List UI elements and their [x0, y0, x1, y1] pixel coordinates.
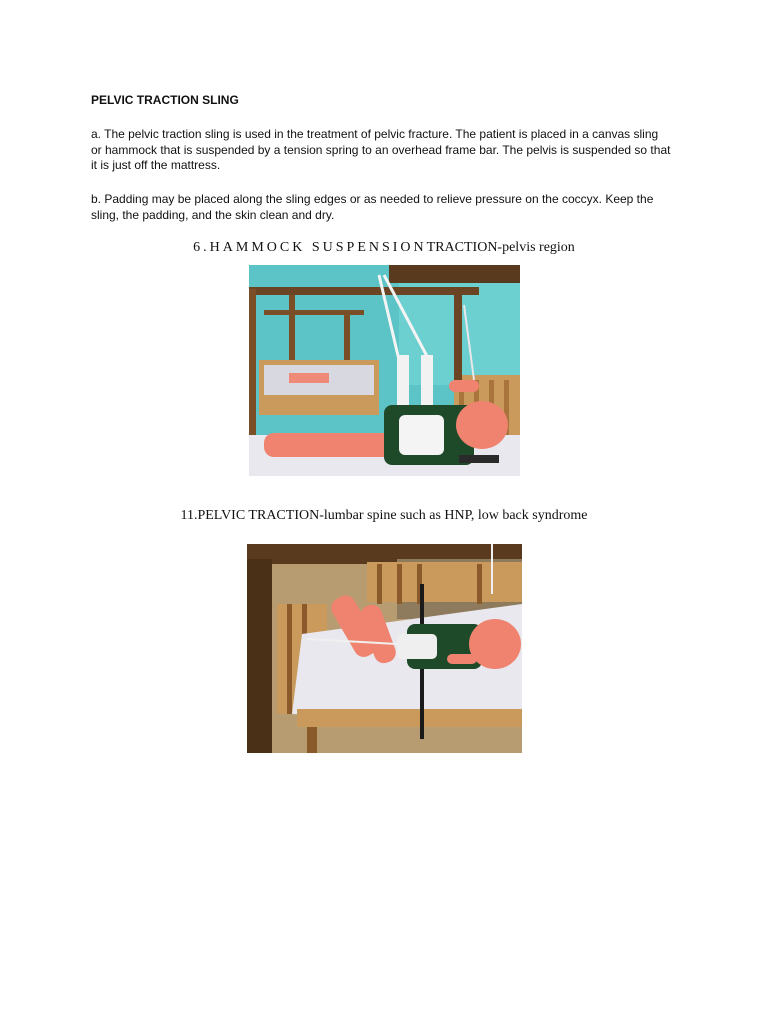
caption-suffix: TRACTION-pelvis region: [426, 240, 575, 255]
document-heading: PELVIC TRACTION SLING: [91, 93, 239, 107]
pelvic-traction-photo: [247, 544, 522, 753]
caption-hammock-suspension: [0, 240, 768, 256]
paragraph-b: b. Padding may be placed along the sling edges or as needed to relieve pressure on the coccyx. Keep the sling, the padding, and the skin clean and dry.: [91, 192, 654, 222]
pelvic-traction-illustration: [247, 544, 522, 753]
hammock-traction-illustration: [249, 265, 520, 476]
paragraph-a: a. The pelvic traction sling is used in the treatment of pelvic fracture. The patient is placed in a canvas sling or hammock that is suspended by a tension spring to an overhead frame bar. The pelvis is suspended so that it is just off the mattress.: [91, 127, 671, 172]
hammock-traction-photo: [249, 265, 520, 476]
caption-pelvic-traction: 11.PELVIC TRACTION-lumbar spine such as HNP, low back syndrome: [180, 508, 588, 523]
caption-number: 6.: [193, 240, 210, 255]
caption-spaced-title: HAMMOCK SUSPENSION: [209, 240, 427, 255]
